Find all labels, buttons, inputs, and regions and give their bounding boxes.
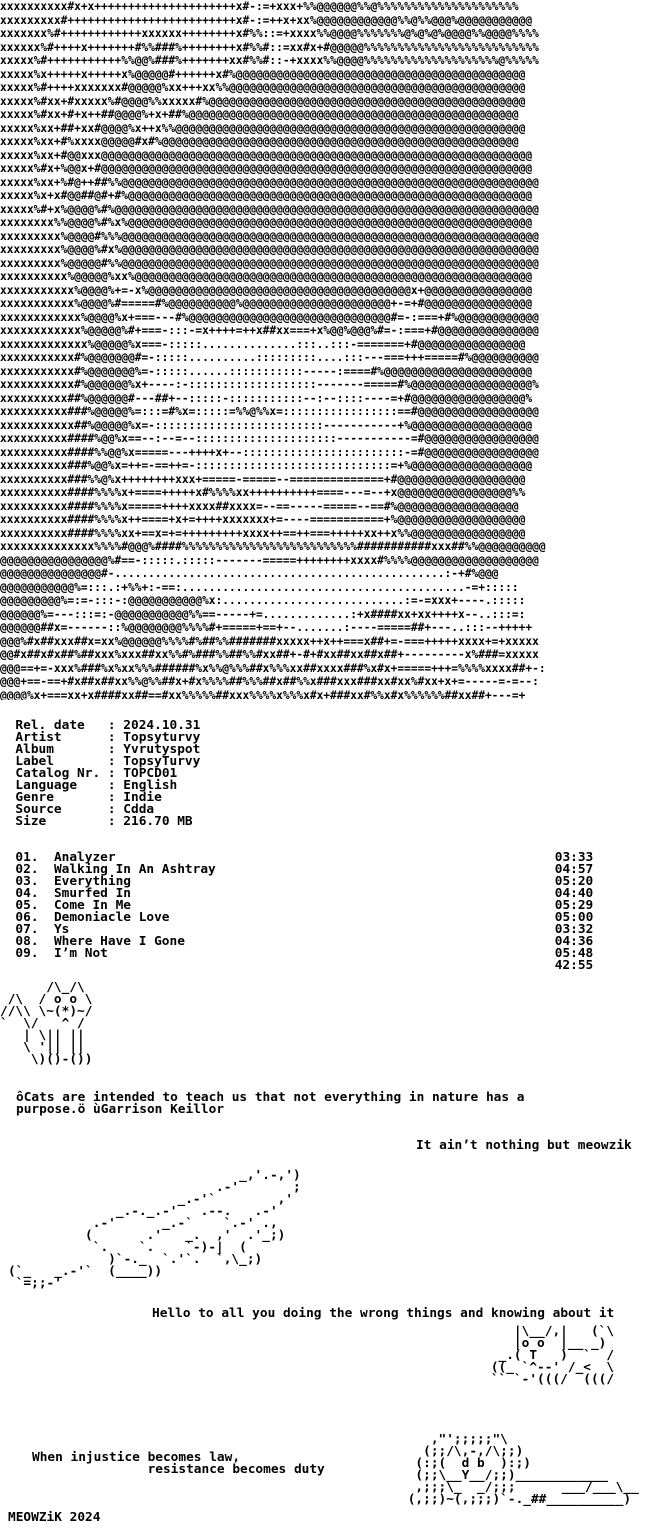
info-label: Language xyxy=(0,778,101,793)
track-duration: 04:36 xyxy=(554,934,594,949)
info-value: 216.70 MB xyxy=(123,814,193,829)
track-duration: 03:33 xyxy=(554,850,594,865)
info-row: Artist : Topsyturvy xyxy=(0,730,201,745)
track-title: I’m Not xyxy=(38,946,108,961)
track-number: 05. xyxy=(0,898,39,913)
info-row: Label : TopsyTurvy xyxy=(0,754,201,769)
tagline-injustice: When injustice becomes law, resistance becomes duty xyxy=(32,1450,325,1477)
track-duration: 05:20 xyxy=(554,874,594,889)
track-number: 03. xyxy=(0,874,39,889)
track-number: 01. xyxy=(0,850,39,865)
track-title: Everything xyxy=(38,874,131,889)
track-number: 07. xyxy=(0,922,39,937)
banner-ascii-art: xxxxxxxxxx#x+x+++++++++++++++++++++x#-:=+xxx+%%@@@@@@%%@%%%%%%%%%%%%%%%%%%%%% xxxxxxxxx#+++++++++++++++++++++++++x#-:=++x+xx%@@@@@@@@@@@@%%@%%@@@%@@@@@@@@@@@ xxxxxxx%#++++++++++++xxxxxx++++++++x#%%::=+xxxx%%@@@@%%%%%%%@%@%@%@@@@%%@@@@%%%% xxxxxx%#++++x+++++++#%%###%++++++++x#%%#::=xx#x+#@@@@@%%%%%%%%%%%%%%%%%%%%%%%%%% xxxxx%#+++++++++++%%@@%###%+++++++xx#%%#::-+xxxx%%@@@@%%%%%%%%%%%%%%%%%%%%@%%%%% xxxxx%x+++++x+++++x%@@@@@#++++++x#%@@@@@@@@@@@@@@@@@@@@@@@@@@@@@@@@@@@@@@@@@@@ xxxxx%#++++xxxxxxx#@@@@@%xx+++xx%%@@@@@@@@@@@@@@@@@@@@@@@@@@@@@@@@@@@@@@@@@@@@ xxxxx%#xx+#xxxxx%#@@@@%%xxxxx#%@@@@@@@@@@@@@@@@@@@@@@@@@@@@@@@@@@@@@@@@@@@@@@@ xxxxx%#xx+#+x++##@@@@%+x+##%@@@@@@@@@@@@@@@@@@@@@@@@@@@@@@@@@@@@@@@@@@@@@@@@@ xxxxx%xx+##+xx#@@@@%x++x%%@@@@@@@@@@@@@@@@@@@@@@@@@@@@@@@@@@@@@@@@@@@@@@@@@@@@ xxxxx%xx+#%xxxx@@@@@#x#%@@@@@@@@@@@@@@@@@@@@@@@@@@@@@@@@@@@@@@@@@@@@@@@@@@@@@ xxxxx%xx+#@@xxx@@@@@@@@@@@@@@@@@@@@@@@@@@@@@@@@@@@@@@@@@@@@@@@@@@@@@@@@@@@@@@@@ xxxxx%#x+%@@x+#@@@@@@@@@@@@@@@@@@@@@@@@@@@@@@@@@@@@@@@@@@@@@@@@@@@@@@@@@@@@@@@@ xxxxx%xx+%#@++##%%@@@@@@@@@@@@@@@@@@@@@@@@@@@@@@@@@@@@@@@@@@@@@@@@@@@@@@@@@@@@@@ xxxxx%x+x#@@##@#+#%@@@@@@@@@@@@@@@@@@@@@@@@@@@@@@@@@@@@@@@@@@@@@@@@@@@@@@@@@@@@ xxxxx%#+x%@@@@%#%@@@@@@@@@@@@@@@@@@@@@@@@@@@@@@@@@@@@@@@@@@@@@@@@@@@@@@@@@@@@@@@ xxxxxxxx%%@@@@%#%x%@@@@@@@@@@@@@@@@@@@@@@@@@@@@@@@@@@@@@@@@@@@@@@@@@@@@@@@@@@@@ xxxxxxxxx%@@@@#%%%@@@@@@@@@@@@@@@@@@@@@@@@@@@@@@@@@@@@@@@@@@@@@@@@@@@@@@@@@@@@@@ xxxxxxxxx%@@@@%#x%@@@@@@@@@@@@@@@@@@@@@@@@@@@@@@@@@@@@@@@@@@@@@@@@@@@@@@@@@@@@@@ xxxxxxxxx%@@@@@#%%@@@@@@@@@@@@@@@@@@@@@@@@@@@@@@@@@@@@@@@@@@@@@@@@@@@@@@@@@@@@@@ xxxxxxxxxx%@@@@@%xx%@@@@@@@@@@@@@@@@@@@@@@@@@@@@@@@@@@@@@@@@@@@@@@@@@@@@@@@@@@@ xxxxxxxxxxx%@@@@%+=-x%@@@@@@@@@@@@@@@@@@@@@@@@@@@@@@@@@@@@@@@x+@@@@@@@@@@@@@@@@ xxxxxxxxxxx%@@@@%#=====#%@@@@@@@@@@%@@@@@@@@@@@@@@@@@@@@@@+-=+#@@@@@@@@@@@@@@@@ xxxxxxxxxxxx%@@@@%x+===---#%@@@@@@@@@@@@@@@@@@@@@@@@@@@@@@#=-:===+#%@@@@@@@@@@@@ xxxxxxxxxxxx%@@@@@%#+===-:::-=x++++=++x##xx===+x%@@%@@@%#=-:===+#@@@@@@@@@@@@@@@ xxxxxxxxxxxxx%@@@@@%x===-:::::..............:::..:::-=======+#@@@@@@@@@@@@@@@@ xxxxxxxxxxx#%@@@@@@@#=-:::::..........:::::::::....:::---===+++=====#%@@@@@@@@@@ xxxxxxxxxxx#%@@@@@@@%=-:::::......:::::::::::-----:====#%@@@@@@@@@@@@@@@@@@@@@@ xxxxxxxxxxx#%@@@@@@%x+----:-:::::::::::::::::::-------=====#%@@@@@@@@@@@@@@@@@@% xxxxxxxxxx##%@@@@@@#---##+--:::::-:::::::::::--:--::::----=+#@@@@@@@@@@@@@@@@@% xxxxxxxxxx###%@@@@@%=:::=#%x=:::::=%%@%%x=:::::::::::::::::==#@@@@@@@@@@@@@@@@@@ xxxxxxxxxxx##%@@@@@%x=-:::::::::::::::::::::::::-----------+%@@@@@@@@@@@@@@@@@@ xxxxxxxxxx####%@@%x==--:--=--:::::::::::::::::::::-----------=#@@@@@@@@@@@@@@@@@ xxxxxxxxxx####%%@@%x=====---++++x+--::::::::::::::::::::::::-=#@@@@@@@@@@@@@@@@@ xxxxxxxxxx###%@@%x=++=-==++=-:::::::::::::::::::::::::::::=+%@@@@@@@@@@@@@@@@@@ xxxxxxxxxx###%%@%x++++++++xxx+=====-=====--==============+#@@@@@@@@@@@@@@@@@@@ xxxxxxxxxx####%%%%x+====+++++x#%%%%xx++++++++++====---=--+x@@@@@@@@@@@@@@@@@%% xxxxxxxxxx####%%%%x=====++++xxxx##xxxx=--==-----=====--==#%@@@@@@@@@@@@@@@@@@ xxxxxxxxxx####%%%%x++====+x+=++++xxxxxxx+=----===========+%@@@@@@@@@@@@@@@@@@@ xxxxxxxxxx####%%%%xx+==x=+=+++++++++xxxx++==++===+++++xx++x%%@@@@@@@@@@@@@@@@@ xxxxxxxxxxxxxx%%%%#@@@%####%%%%%%%%%%%%%%%%%%%%%%%%%%###########xxx##%%@@@@@@@@@@ @@@@@@@@@@@@@@@@%#==-:::::.:::::-------=====++++++++xxxx#%%%%@@@@@@@@@@@@@@@@@@@ @@@@@@@@@@@@@@@#-.................................................:-+#%@@@ @@@@@@@@@@@%=:::.:+%%+:-==:..........................................-=+::::: @@@@@@@@@%=:=-:::-:@@@@@@@@@@@%x:...........................:=-=xxx+----.::::: @@@@@@%=---:::=:-@@@@@@@@@@@%%==-----+=.............:+x####xx+xx++++x--..:::=: @@@@@@##x=------::%@@@@@@@@%%%%#+=====+==+--.......:----=====##+---..:::--+++++ @@@%#x##xxx##x=xx%@@@@@@%%%%#%##%%#######xxxxx++x++===x##+=-===+++++xxxx+=+xxxxx @@#x##x#x##%##xxx%xxx##xx%%#%###%%##%%#xx##+-#+#xx##xx##x##+---------x%###=xxxxx @@@==+=-xxx%###%x%xx%%%######%x%%@%%%##x%%%xx##xxxx###%x#x+=====+++=%%%%xxxx##+-: @@@+==-==+#x##x##xx%%@%%##x+#x%%%%##%%%##x##%%x###xxx###xx#xx%#xx+x+=-----=-=--: @@@@%x+===xx+x####xx##==#xx%%%%%##xxx%%%%x%%%x#x+###xx#%%x#x%%%%%%##xx##+---=+ xyxy=(0,0,546,700)
info-label: Catalog Nr. xyxy=(0,766,101,781)
info-value: English xyxy=(123,778,178,793)
info-row: Size : 216.70 MB xyxy=(0,814,193,829)
footer-signature: MEOWZiK 2024 xyxy=(8,1510,101,1525)
track-duration: 05:00 xyxy=(554,910,594,925)
info-label: Source xyxy=(0,802,101,817)
cat-ascii-art-small: /\_/\ /\ / o o \ //\\ \~(*)~/ ` \/ ^ / | \|| || \ '|| || \)()-()) xyxy=(0,980,93,1067)
info-label: Genre xyxy=(0,790,101,805)
info-value: Indie xyxy=(123,790,162,805)
info-row: Album : Yvrutyspot xyxy=(0,742,201,757)
track-duration: 04:57 xyxy=(554,862,594,877)
track-duration: 05:29 xyxy=(554,898,594,913)
track-duration: 03:32 xyxy=(554,922,594,937)
tagline-hello: Hello to all you doing the wrong things and knowing about it xyxy=(152,1306,615,1321)
track-title: Where Have I Gone xyxy=(38,934,185,949)
info-label: Label xyxy=(0,754,101,769)
track-title: Walking In An Ashtray xyxy=(38,862,216,877)
track-number: 04. xyxy=(0,886,39,901)
cat-ascii-art-lion: ,"';;;;;"\ (;;/\,-,/\;;) (:;( d b ):;) (;;\__Y__/;;)____________ ,;;;\_ _/;;; ___/___\__ (,;;)~(,;;;)`-._##__________) xyxy=(407,1432,639,1507)
info-row: Rel. date : 2024.10.31 xyxy=(0,718,201,733)
tagline-meowzik: It ain’t nothing but meowzik xyxy=(416,1138,632,1153)
info-value: TopsyTurvy xyxy=(123,754,201,769)
info-label: Rel. date xyxy=(0,718,101,733)
info-value: 2024.10.31 xyxy=(123,718,201,733)
track-title: Analyzer xyxy=(38,850,116,865)
tracklist xyxy=(0,852,664,972)
cat-quote: ôCats are intended to teach us that not everything in nature has a purpose.ö ùGarrison Keillor xyxy=(16,1090,525,1117)
total-duration: 42:55 xyxy=(0,958,594,973)
cat-ascii-art-large: _,'.-,') .-' ; _.-'` ,' _.-._.-' .--. .-' .-' _.-` `.-' ., ( .' _. ,' .'_;) `. `. `-)-| ( )`-._ `.'`. `,\_;) (`_ _.-'` (____)) `=;;-' xyxy=(8,1168,301,1291)
track-duration: 05:48 xyxy=(554,946,594,961)
track-number: 06. xyxy=(0,910,39,925)
info-row: Genre : Indie xyxy=(0,790,162,805)
info-value: Topsyturvy xyxy=(123,730,201,745)
info-label: Album xyxy=(0,742,101,757)
info-row: Catalog Nr. : TOPCD01 xyxy=(0,766,178,781)
info-value: Cdda xyxy=(123,802,155,817)
info-row: Language : English xyxy=(0,778,178,793)
track-number: 02. xyxy=(0,862,39,877)
cat-ascii-art-lying: |\__/,| (`\ |o o |__ _) _.( T ) ` / ((_ `^--' /_< \ `` `-'(((/ (((/ xyxy=(490,1324,615,1387)
track-title: Demoniacle Love xyxy=(38,910,170,925)
info-label: Size xyxy=(0,814,101,829)
track-title: Come In Me xyxy=(38,898,131,913)
info-label: Artist xyxy=(0,730,101,745)
track-number: 08. xyxy=(0,934,39,949)
info-value: TOPCD01 xyxy=(123,766,178,781)
track-duration: 04:40 xyxy=(554,886,594,901)
info-row: Source : Cdda xyxy=(0,802,155,817)
release-info xyxy=(0,720,664,828)
track-title: Ys xyxy=(38,922,70,937)
track-number: 09. xyxy=(0,946,39,961)
track-title: Smurfed In xyxy=(38,886,131,901)
info-value: Yvrutyspot xyxy=(123,742,201,757)
